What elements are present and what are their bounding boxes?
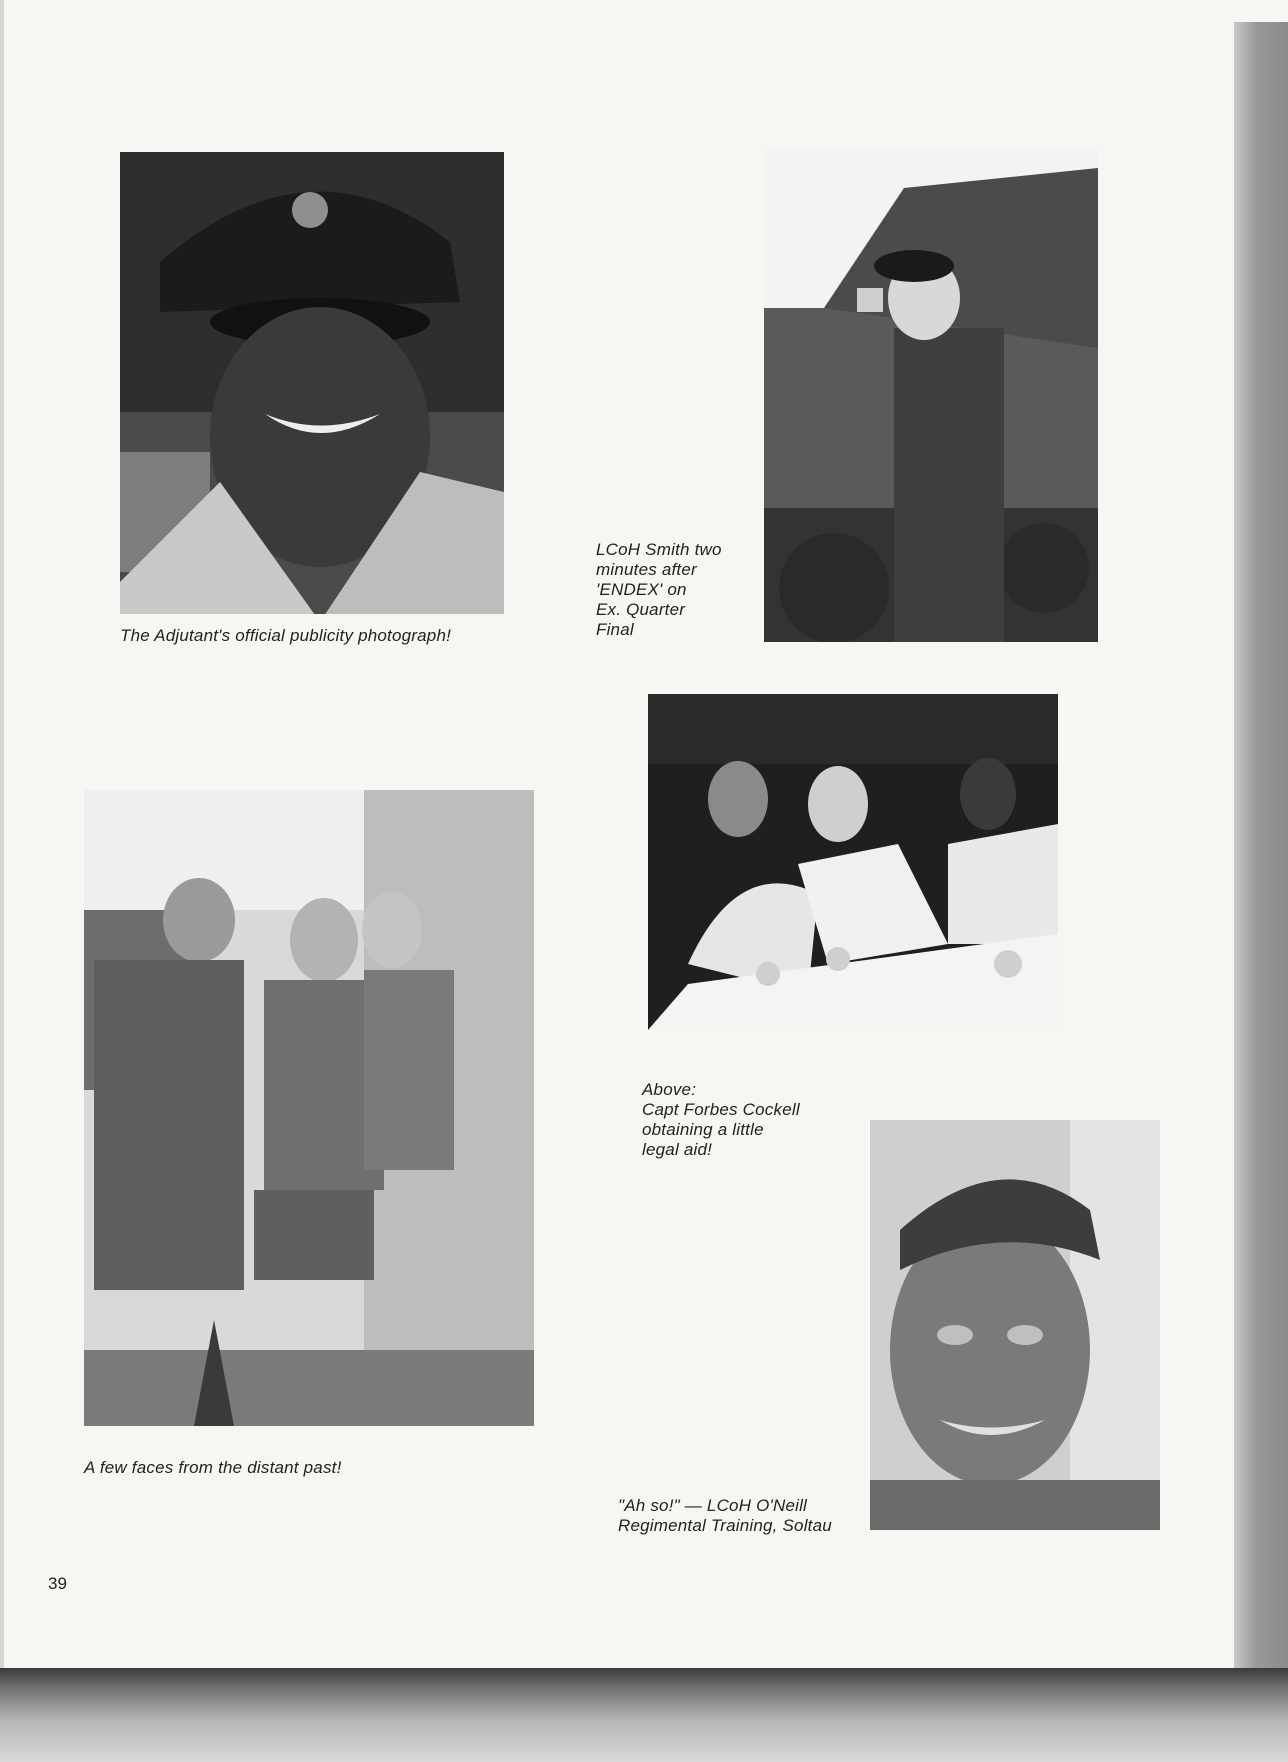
- caption-line: Regimental Training, Soltau: [618, 1516, 832, 1535]
- oneill-caption: [618, 1496, 878, 1536]
- page-edge: [0, 0, 4, 1762]
- caption-line: Above:: [642, 1080, 697, 1099]
- cockell-photo: [648, 694, 1058, 1030]
- scan-shadow-bottom: [0, 1668, 1288, 1762]
- adjutant-photo: [120, 152, 504, 614]
- lcoh-smith-caption: [596, 540, 756, 640]
- oneill-photo: [870, 1120, 1160, 1530]
- caption-line: "Ah so!" — LCoH O'Neill: [618, 1496, 808, 1515]
- caption-line: legal aid!: [642, 1140, 713, 1159]
- lcoh-smith-photo: [764, 148, 1098, 642]
- caption-line: minutes after: [596, 560, 697, 579]
- cockell-caption: [642, 1080, 872, 1160]
- adjutant-caption: The Adjutant's official publicity photograph!: [120, 626, 452, 645]
- caption-line: Ex. Quarter: [596, 600, 686, 619]
- scan-shadow-right: [1234, 22, 1288, 1762]
- distant-past-photo: [84, 790, 534, 1426]
- caption-line: LCoH Smith two: [596, 540, 722, 559]
- page-number: 39: [48, 1574, 67, 1593]
- caption-line: 'ENDEX' on: [596, 580, 687, 599]
- distant-past-caption: A few faces from the distant past!: [84, 1458, 342, 1477]
- caption-line: obtaining a little: [642, 1120, 764, 1139]
- caption-line: Capt Forbes Cockell: [642, 1100, 800, 1119]
- caption-line: Final: [596, 620, 634, 639]
